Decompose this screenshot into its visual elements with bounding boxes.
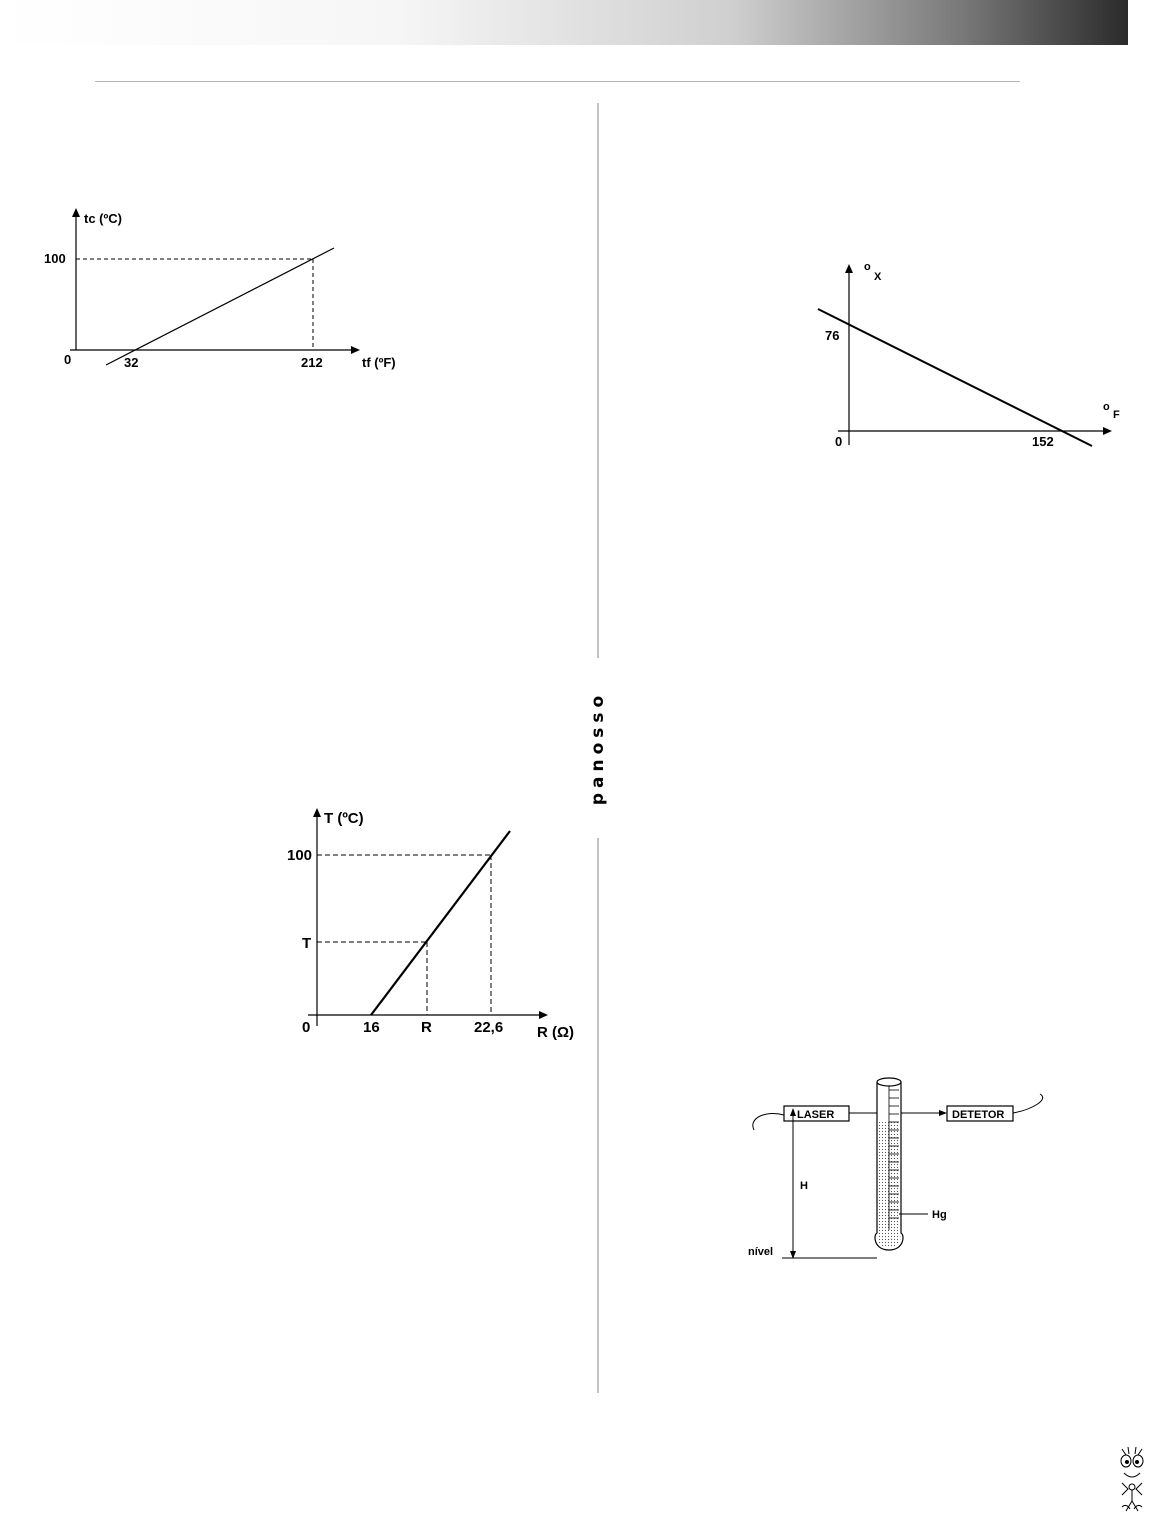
detector-label: DETETOR [952, 1109, 1005, 1121]
y-axis-label: T (ºC) [324, 810, 364, 827]
y-axis-degree: o [864, 261, 871, 273]
x-axis-arrow [539, 1011, 548, 1019]
brand-vertical [576, 680, 620, 815]
graph-x-fahrenheit [800, 250, 1130, 460]
laser-label: LASER [797, 1109, 835, 1121]
x-axis-arrow [351, 346, 360, 354]
laser-cable [753, 1113, 784, 1130]
graph-temperature-resistance [287, 800, 580, 1050]
header-gradient-bar [0, 0, 1128, 45]
column-divider-top [597, 103, 599, 658]
origin-label: 0 [64, 352, 72, 367]
mascot-icon [1114, 1445, 1150, 1515]
y-axis-label: tc (ºC) [84, 211, 122, 226]
brand-text: panosso [588, 690, 608, 805]
thermometer-laser-diagram [740, 1070, 1060, 1270]
y-axis-arrow [313, 808, 321, 817]
laser-beam-arrow [939, 1110, 947, 1116]
data-line [106, 248, 334, 365]
x-tick-R: R [421, 1019, 432, 1036]
y-tick-100: 100 [287, 847, 313, 864]
header-rule [95, 81, 1020, 82]
y-axis-arrow [845, 264, 853, 273]
x-axis-label: R (Ω) [537, 1024, 575, 1041]
origin-label: 0 [835, 434, 843, 449]
x-axis-degree: o [1103, 401, 1110, 413]
x-tick-212: 212 [301, 355, 323, 370]
y-tick-T: T [302, 935, 312, 952]
x-axis-arrow [1103, 427, 1112, 435]
mercury-label: Hg [932, 1209, 947, 1221]
data-line [818, 309, 1092, 446]
thermometer-top [877, 1078, 901, 1086]
x-tick-16: 16 [363, 1019, 380, 1036]
y-axis-arrow [72, 208, 80, 217]
x-tick-152: 152 [1032, 434, 1054, 449]
x-tick-32: 32 [124, 355, 139, 370]
origin-label: 0 [302, 1019, 311, 1036]
x-tick-22-6: 22,6 [474, 1019, 504, 1036]
data-line [371, 831, 510, 1015]
y-axis-letter: X [874, 271, 882, 283]
y-tick-76: 76 [825, 328, 840, 343]
graph-celsius-fahrenheit [40, 200, 420, 380]
x-axis-letter: F [1113, 409, 1120, 421]
detector-cable [1013, 1094, 1043, 1113]
level-label: nível [748, 1246, 774, 1258]
x-axis-label: tf (ºF) [362, 355, 396, 370]
height-label: H [800, 1180, 808, 1192]
column-divider-bottom [597, 838, 599, 1393]
y-tick-100: 100 [44, 251, 66, 266]
